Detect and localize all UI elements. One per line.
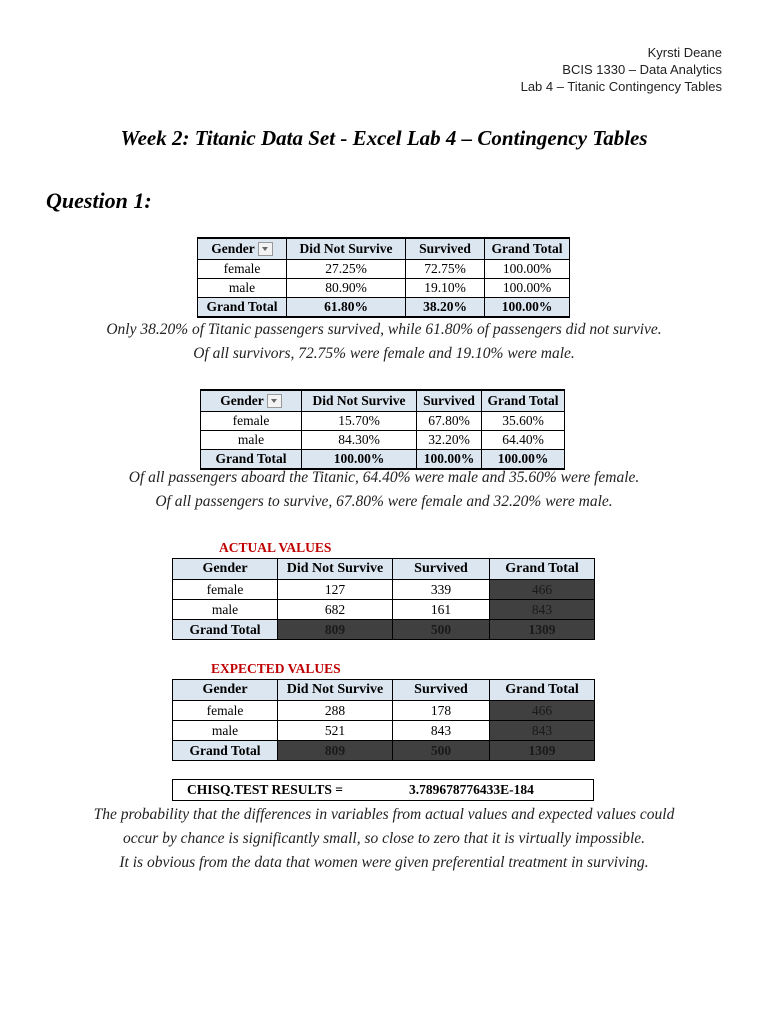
- lab-name: Lab 4 – Titanic Contingency Tables: [520, 79, 722, 94]
- column-header: Gender: [201, 390, 302, 412]
- filter-dropdown-icon[interactable]: [258, 242, 273, 256]
- table-cell: 466: [490, 701, 595, 721]
- column-header: Gender: [198, 238, 287, 260]
- table-cell: 19.10%: [406, 279, 485, 298]
- conclusion-line: occur by chance is significantly small, so close to zero that it is virtually impossible.: [122, 830, 646, 847]
- course-name: BCIS 1330 – Data Analytics: [562, 62, 722, 77]
- table-row: [173, 721, 595, 741]
- table-cell: 32.20%: [417, 431, 482, 450]
- chisq-label: CHISQ.TEST RESULTS =: [173, 780, 406, 801]
- column-header: Survived: [393, 559, 490, 580]
- table-row: [198, 260, 570, 279]
- column-header: Did Not Survive: [278, 680, 393, 701]
- table-row: [201, 431, 565, 450]
- caption-line: Only 38.20% of Titanic passengers survived, while 61.80% of passengers did not survive.: [106, 321, 662, 338]
- pivot-table-column-percent: [200, 389, 565, 470]
- actual-values-table: [172, 558, 595, 640]
- table-cell: male: [173, 600, 278, 620]
- table-cell: 35.60%: [482, 412, 565, 431]
- table-cell: Grand Total: [201, 450, 302, 470]
- column-header: Gender: [173, 559, 278, 580]
- table-row: [173, 780, 594, 801]
- table-cell: 339: [393, 580, 490, 600]
- pivot-table-row-percent: [197, 237, 570, 318]
- caption-line: Of all passengers to survive, 67.80% were female and 32.20% were male.: [155, 493, 613, 510]
- expected-values-label: EXPECTED VALUES: [211, 661, 341, 676]
- table-cell: female: [201, 412, 302, 431]
- table-cell: Grand Total: [173, 620, 278, 640]
- table-cell: 500: [393, 620, 490, 640]
- document-header: [521, 44, 722, 95]
- table-cell: 127: [278, 580, 393, 600]
- question-heading: Question 1:: [46, 188, 152, 213]
- table-header-row: [201, 390, 565, 412]
- grand-total-row: [198, 298, 570, 318]
- column-header: Grand Total: [490, 559, 595, 580]
- column-header: Survived: [406, 238, 485, 260]
- table-cell: 27.25%: [287, 260, 406, 279]
- table-cell: 682: [278, 600, 393, 620]
- table-cell: 72.75%: [406, 260, 485, 279]
- table-row: [173, 600, 595, 620]
- table-cell: 15.70%: [302, 412, 417, 431]
- document-title: Week 2: Titanic Data Set - Excel Lab 4 – Contingency Tables: [120, 126, 648, 150]
- table-header-row: [198, 238, 570, 260]
- column-header: Survived: [417, 390, 482, 412]
- table-cell: 67.80%: [417, 412, 482, 431]
- table-cell: 1309: [490, 620, 595, 640]
- table-cell: Grand Total: [173, 741, 278, 761]
- column-header: Grand Total: [482, 390, 565, 412]
- table-row: [173, 580, 595, 600]
- table-row: [173, 701, 595, 721]
- table-cell: 466: [490, 580, 595, 600]
- table-cell: female: [198, 260, 287, 279]
- table-cell: 161: [393, 600, 490, 620]
- column-header: Survived: [393, 680, 490, 701]
- column-header: Grand Total: [490, 680, 595, 701]
- table-header-row: [173, 559, 595, 580]
- table-row: [198, 279, 570, 298]
- table-cell: Grand Total: [198, 298, 287, 318]
- table-header-row: [173, 680, 595, 701]
- table-cell: 521: [278, 721, 393, 741]
- table-cell: male: [201, 431, 302, 450]
- table-cell: 100.00%: [485, 260, 570, 279]
- table-cell: 38.20%: [406, 298, 485, 318]
- table-cell: 80.90%: [287, 279, 406, 298]
- actual-values-label: ACTUAL VALUES: [219, 540, 332, 555]
- table-cell: female: [173, 701, 278, 721]
- caption-line: Of all passengers aboard the Titanic, 64.40% were male and 35.60% were female.: [128, 469, 640, 486]
- table-cell: 84.30%: [302, 431, 417, 450]
- table-cell: 61.80%: [287, 298, 406, 318]
- table-cell: 100.00%: [417, 450, 482, 470]
- table-cell: 843: [490, 600, 595, 620]
- expected-values-table: [172, 679, 595, 761]
- conclusion-line: It is obvious from the data that women were given preferential treatment in surviving.: [119, 854, 649, 871]
- caption-2: [0, 466, 768, 514]
- table-cell: 64.40%: [482, 431, 565, 450]
- table-cell: 843: [393, 721, 490, 741]
- column-header: Did Not Survive: [278, 559, 393, 580]
- chisq-value: 3.789678776433E-184: [405, 780, 594, 801]
- grand-total-row: [173, 741, 595, 761]
- table-cell: male: [198, 279, 287, 298]
- table-cell: 1309: [490, 741, 595, 761]
- column-header: Did Not Survive: [287, 238, 406, 260]
- table-cell: 288: [278, 701, 393, 721]
- table-cell: 100.00%: [485, 279, 570, 298]
- table-cell: female: [173, 580, 278, 600]
- table-cell: 100.00%: [485, 298, 570, 318]
- conclusion-paragraph: [0, 803, 768, 875]
- table-cell: 809: [278, 620, 393, 640]
- table-cell: 843: [490, 721, 595, 741]
- table-cell: 500: [393, 741, 490, 761]
- column-header: Did Not Survive: [302, 390, 417, 412]
- conclusion-line: The probability that the differences in variables from actual values and expected values could: [93, 806, 675, 823]
- table-cell: 100.00%: [482, 450, 565, 470]
- table-cell: 178: [393, 701, 490, 721]
- caption-line: Of all survivors, 72.75% were female and 19.10% were male.: [193, 345, 575, 362]
- filter-dropdown-icon[interactable]: [267, 394, 282, 408]
- column-header: Gender: [173, 680, 278, 701]
- caption-1: [0, 318, 768, 366]
- author-name: Kyrsti Deane: [647, 45, 722, 60]
- column-header: Grand Total: [485, 238, 570, 260]
- table-cell: 809: [278, 741, 393, 761]
- chisq-result-box: [172, 779, 594, 801]
- table-cell: 100.00%: [302, 450, 417, 470]
- table-row: [201, 412, 565, 431]
- grand-total-row: [173, 620, 595, 640]
- table-cell: male: [173, 721, 278, 741]
